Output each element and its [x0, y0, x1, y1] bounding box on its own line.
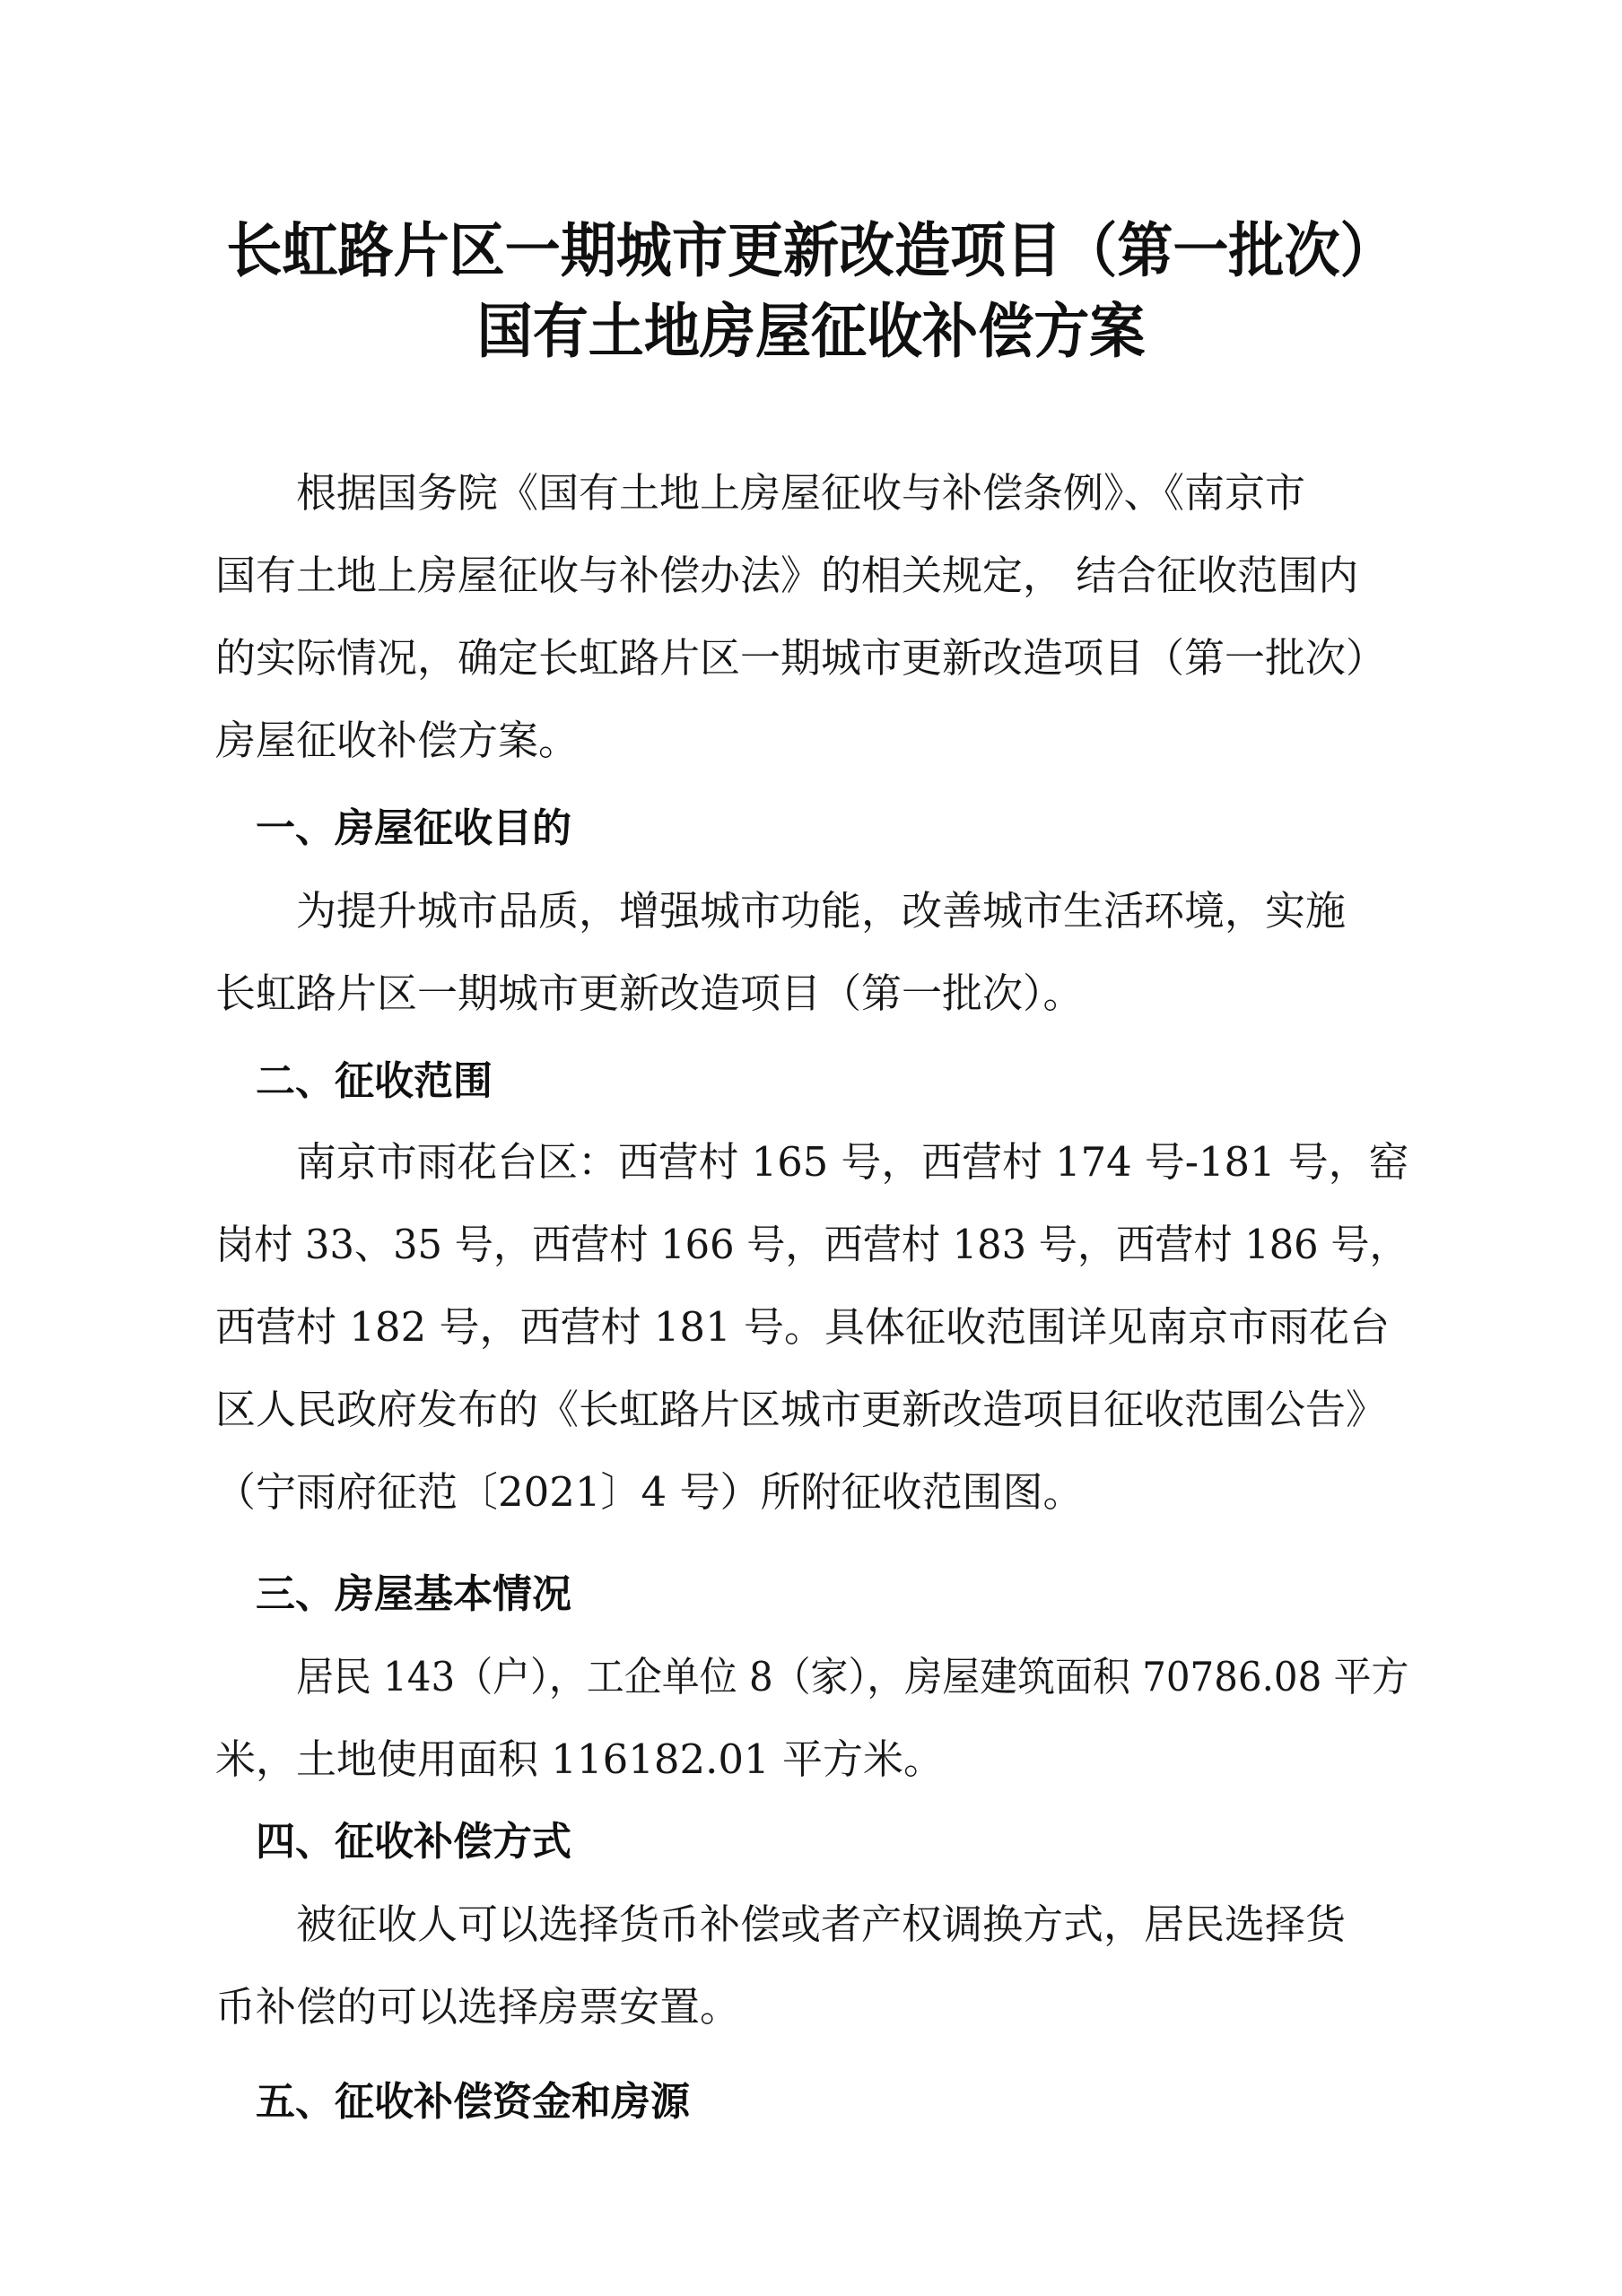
intro-line-2: 国有土地上房屋征收与补偿办法》的相关规定， 结合征收范围内 — [215, 552, 1359, 599]
section-3-heading: 三、房屋基本情况 — [256, 1571, 571, 1617]
section-2-line-1: 南京市雨花台区：西营村 165 号，西营村 174 号-181 号，窑 — [296, 1138, 1409, 1186]
section-3-line-1: 居民 143（户），工企单位 8（家），房屋建筑面积 70786.08 平方 — [296, 1653, 1409, 1700]
section-2-line-5: （宁雨府征范〔2021〕4 号）所附征收范围图。 — [215, 1468, 1084, 1516]
intro-line-3: 的实际情况，确定长虹路片区一期城市更新改造项目（第一批次） — [215, 634, 1387, 682]
section-1-heading: 一、房屋征收目的 — [256, 805, 571, 851]
section-5-heading: 五、征收补偿资金和房源 — [256, 2079, 690, 2125]
section-4-heading: 四、征收补偿方式 — [256, 1819, 571, 1865]
document-title-line-2: 国有土地房屋征收补偿方案 — [476, 297, 1146, 366]
section-1-line-2: 长虹路片区一期城市更新改造项目（第一批次）。 — [215, 970, 1084, 1017]
section-2-line-4: 区人民政府发布的《长虹路片区城市更新改造项目征收范围公告》 — [215, 1386, 1387, 1433]
intro-line-4: 房屋征收补偿方案。 — [215, 717, 580, 764]
section-2-line-2: 岗村 33、35 号，西营村 166 号，西营村 183 号，西营村 186 号， — [215, 1221, 1408, 1268]
section-4-line-2: 币补偿的可以选择房票安置。 — [215, 1983, 741, 2031]
section-2-line-3: 西营村 182 号，西营村 181 号。具体征收范围详见南京市雨花台 — [215, 1303, 1391, 1351]
section-4-line-1: 被征收人可以选择货币补偿或者产权调换方式，居民选择货 — [296, 1900, 1347, 1948]
section-3-line-2: 米，土地使用面积 116182.01 平方米。 — [215, 1735, 944, 1783]
document-title-line-1: 长虹路片区一期城市更新改造项目（第一批次） — [226, 216, 1396, 285]
section-2-heading: 二、征收范围 — [256, 1058, 493, 1104]
intro-line-1: 根据国务院《国有土地上房屋征收与补偿条例》、《南京市 — [296, 469, 1306, 517]
section-1-line-1: 为提升城市品质，增强城市功能，改善城市生活环境，实施 — [296, 887, 1347, 935]
